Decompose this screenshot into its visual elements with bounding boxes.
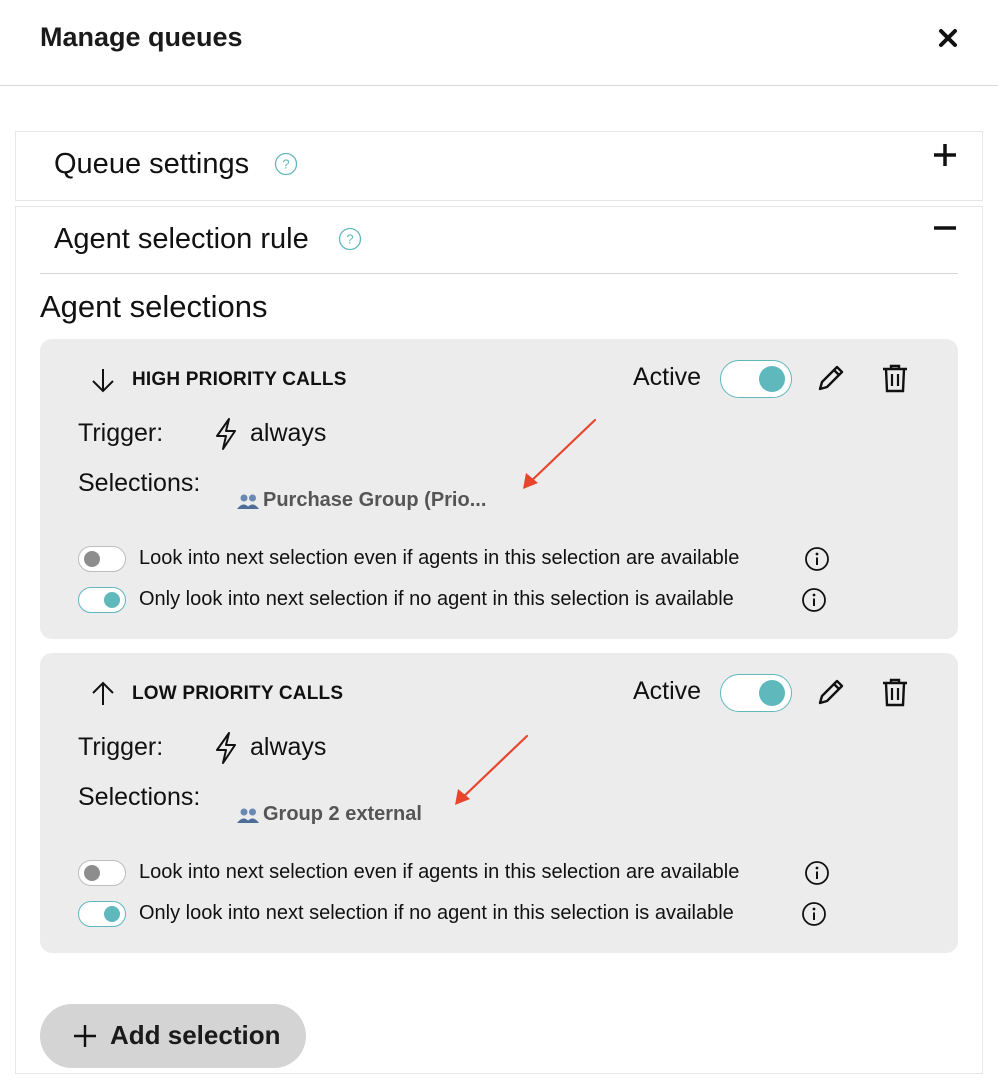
option-text: Look into next selection even if agents in this selection are available [139, 861, 740, 883]
trigger-value: always [250, 419, 327, 447]
divider [40, 273, 958, 274]
option-toggle-off[interactable] [78, 860, 126, 886]
selections-label: Selections: [78, 469, 201, 497]
info-icon[interactable] [804, 860, 830, 886]
toggle-knob [104, 906, 120, 922]
toggle-knob [759, 366, 785, 392]
annotation-arrow-icon [442, 733, 542, 813]
trash-icon[interactable] [878, 675, 912, 709]
active-label: Active [633, 363, 702, 391]
lightning-bolt-icon [212, 731, 240, 765]
pencil-icon[interactable] [814, 361, 848, 395]
arrow-down-icon [88, 365, 118, 395]
agent-selection-rule-section [15, 206, 983, 1074]
svg-text:?: ? [346, 231, 354, 247]
arrow-up-icon [88, 679, 118, 709]
option-row [78, 900, 858, 926]
add-selection-label: Add selection [110, 1020, 281, 1050]
trash-icon[interactable] [878, 361, 912, 395]
plus-icon [72, 1023, 98, 1049]
option-toggle-off[interactable] [78, 546, 126, 572]
lightning-bolt-icon [212, 417, 240, 451]
group-users-icon [236, 806, 260, 824]
selection-name: LOW PRIORITY CALLS [132, 683, 344, 704]
selection-name: HIGH PRIORITY CALLS [132, 369, 347, 390]
toggle-knob [84, 551, 100, 567]
help-icon[interactable] [274, 152, 298, 176]
trigger-value: always [250, 733, 327, 761]
close-icon[interactable] [934, 24, 962, 52]
option-row [78, 586, 858, 612]
active-label: Active [633, 677, 702, 705]
expand-plus-icon[interactable] [931, 141, 959, 169]
add-selection-button[interactable] [40, 1004, 306, 1068]
selection-group-name: Group 2 external [263, 803, 422, 825]
toggle-knob [84, 865, 100, 881]
trigger-label: Trigger: [78, 419, 164, 447]
toggle-knob [104, 592, 120, 608]
trigger-label: Trigger: [78, 733, 164, 761]
option-toggle-on[interactable] [78, 587, 126, 613]
selection-group-chip[interactable] [236, 489, 486, 512]
selection-card [40, 653, 958, 953]
info-icon[interactable] [801, 587, 827, 613]
active-toggle[interactable] [720, 674, 792, 712]
option-toggle-on[interactable] [78, 901, 126, 927]
option-text: Only look into next selection if no agent in this selection is available [139, 902, 734, 924]
group-users-icon [236, 492, 260, 510]
option-text: Only look into next selection if no agent in this selection is available [139, 588, 734, 610]
active-toggle[interactable] [720, 360, 792, 398]
toggle-knob [759, 680, 785, 706]
option-row [78, 545, 858, 571]
info-icon[interactable] [801, 901, 827, 927]
selections-label: Selections: [78, 783, 201, 811]
modal-title: Manage queues [40, 22, 243, 52]
collapse-minus-icon[interactable] [931, 214, 959, 242]
help-icon[interactable] [338, 227, 362, 251]
selection-group-chip[interactable] [236, 803, 422, 826]
info-icon[interactable] [804, 546, 830, 572]
annotation-arrow-icon [510, 417, 610, 497]
modal-header [0, 0, 998, 86]
agent-selection-rule-title[interactable]: Agent selection rule [54, 223, 309, 255]
option-row [78, 859, 858, 885]
svg-text:?: ? [282, 156, 290, 172]
selection-group-name: Purchase Group (Prio... [263, 489, 487, 511]
queue-settings-title[interactable]: Queue settings [54, 148, 250, 180]
selection-card [40, 339, 958, 639]
queue-settings-section [15, 131, 983, 201]
option-text: Look into next selection even if agents in this selection are available [139, 547, 740, 569]
pencil-icon[interactable] [814, 675, 848, 709]
agent-selections-heading: Agent selections [40, 289, 268, 324]
